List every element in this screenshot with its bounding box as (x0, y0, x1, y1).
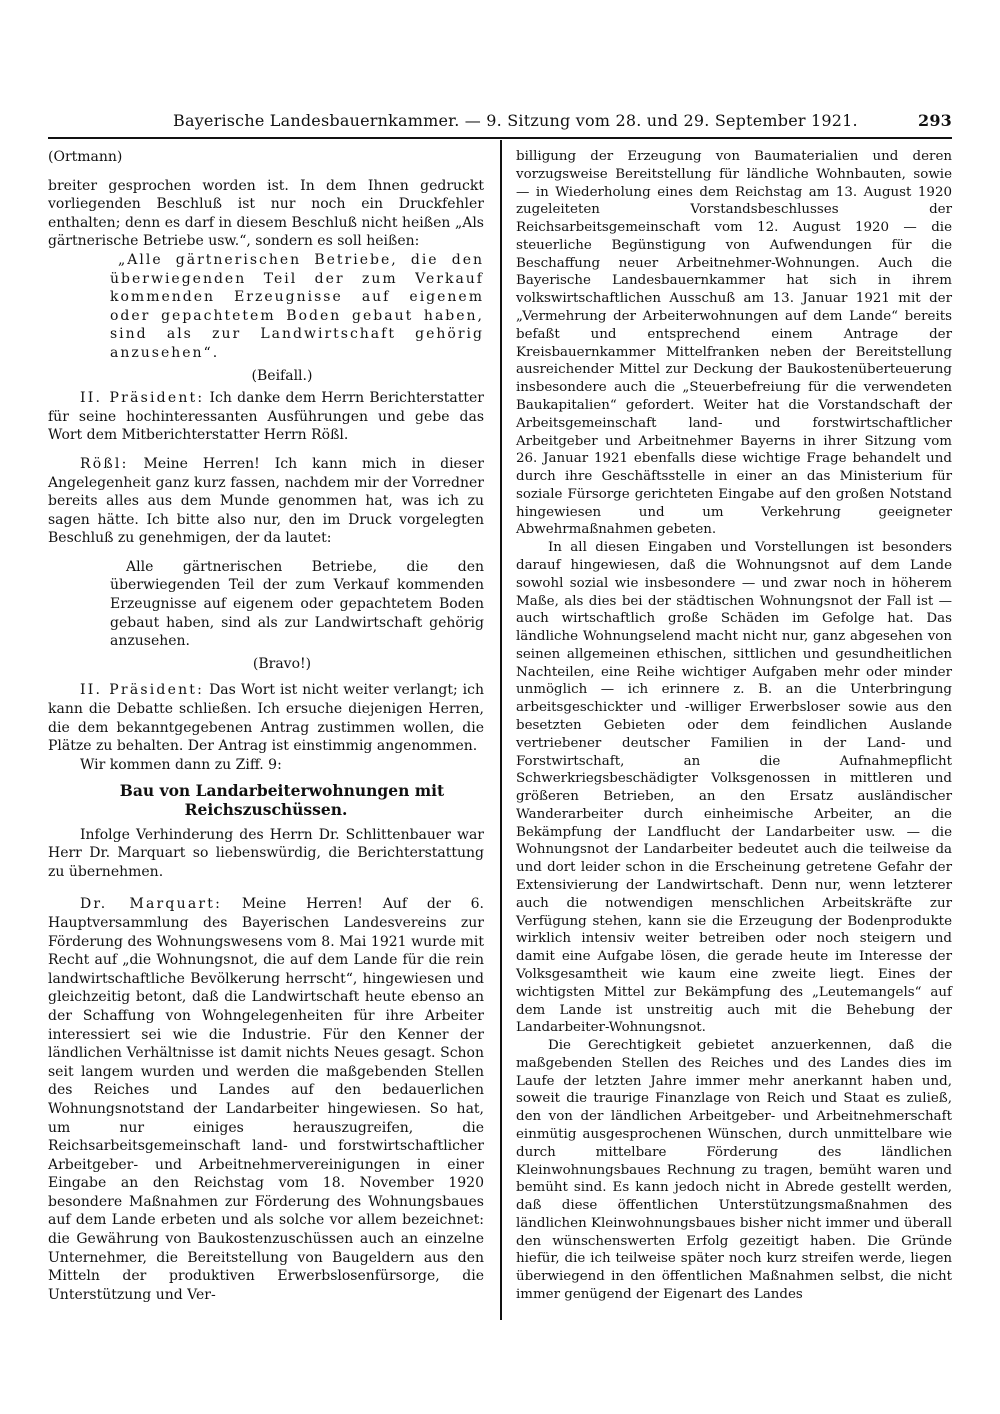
spacer (48, 167, 484, 177)
paragraph (48, 681, 484, 755)
paragraph (48, 895, 484, 1304)
paragraph: In all diesen Eingaben und Vorstellungen ist besonders darauf hingewiesen, daß die Wohnungsnot auf dem Lande sowohl sozial wie insbesondere — und zwar noch in höherem Maße, als dies bei der städtischen Wohnungsnot der Fall ist — auch wirtschaftlich große Schäden im Gefolge hat. Das ländliche Wohnungselend macht nicht nur, ganz abgesehen von seinen allgemeinen ethischen, sittlichen und gesundheitlichen Nachteilen, eine Reihe wichtiger Aufgaben mehr oder minder unmöglich — ich erinnere z. B. an die Unterbringung arbeitsgeschickter und -williger Erwerbsloser sowie aus den besetzten Gebieten oder dem feindlichen Auslande vertriebener deutscher Familien in der Land- und Forstwirtschaft, an die Aufnahmepflicht Schwerkriegsbeschädigter Volksgenossen in mittleren und größeren Betrieben, an den Ersatz ausländischer Wanderarbeiter durch einheimische Arbeiter, an die Bekämpfung der Landflucht der Landarbeiter usw. — die Wohnungsnot der Landarbeiter bedeutet auch die teilweise da und dort leider schon in die Erscheinung getretene Gefahr der Extensivierung der Landwirtschaft. Denn nur, wenn letzterer auch die notwendigen menschlichen Arbeitskräfte zur Verfügung stehen, kann sie die Erzeugung der Bodenprodukte wirklich intensiv weiter betreiben oder noch steigern und damit eine Aufgabe lösen, die gerade heute im Interesse der Volksgesamtheit wie kaum eine zweite liegt. Eines der wichtigsten Mittel zur Bekämpfung des „Leutemangels“ auf dem Lande ist unstreitig auch mit die Behebung der Landarbeiter-Wohnungsnot. (516, 540, 952, 1036)
speaker-name: Rößl: (80, 455, 129, 472)
paragraph-text: Meine Herren! Ich kann mich in dieser Angelegenheit ganz kurz fassen, nachdem mir der Vorredner bereits alles aus dem Munde genommen hat, was ich zu sagen hätte. Ich bitte also nur, den im Druck vorgelegten Beschluß zu genehmigen, der da lautet: (48, 455, 485, 547)
paragraph: Infolge Verhinderung des Herrn Dr. Schlittenbauer war Herr Dr. Marquart so liebenswürdig, die Berichterstattung zu übernehmen. (48, 826, 484, 880)
quoted-resolution: „Alle gärtnerischen Betriebe, die den überwiegenden Teil der zum Verkauf kommenden Erzeugnisse auf eigenem oder gepachtetem Boden gebaut haben, sind als zur Landwirtschaft gehörig anzusehen“. (110, 251, 484, 361)
header-rule (48, 137, 952, 139)
reaction: (Beifall.) (251, 367, 313, 384)
running-title: Bayerische Landesbauernkammer. — 9. Sitzung vom 28. und 29. September 1921. (173, 111, 858, 130)
left-column (48, 148, 484, 1304)
quoted-resolution: Alle gärtnerischen Betriebe, die den überwiegenden Teil der zum Verkauf kommenden Erzeugnisse auf eigenem oder gepachtetem Boden gebaut haben, sind als zur Landwirtschaft gehörig anzusehen. (110, 558, 484, 650)
speaker-name: Dr. Marquart: (80, 896, 222, 913)
paragraph: billigung der Erzeugung von Baumaterialien und deren vorzugsweise Bereitstellung für ländliche Wohnbauten, sowie — in Wiederholung eines dem Reichstag am 13. August 1920 zugeleiteten Vorstandsbeschlusses der Reichsarbeitsgemeinschaft vom 12. August 1920 — die steuerliche Begünstigung von Aufwendungen für die Beschaffung neuer Arbeitnehmer-Wohnungen. Auch die Bayerische Landesbauernkammer hat sich in ihrem volkswirtschaftlichen Ausschuß am 13. Januar 1921 mit der „Vermehrung der Arbeiterwohnungen auf dem Lande“ bereits befaßt und entsprechend einem Antrage der Kreisbauernkammer Mittelfranken neben der Bereitstellung ausreichender Mittel zur Deckung der Baukostenüberteuerung insbesondere auch die „Steuerbefreiung für die verwendeten Baukapitalien“ gefordert. Weiter hat die Vorstandschaft der Arbeitsgemeinschaft land- und forstwirtschaftlicher Arbeitgeber und Arbeitnehmer Bayerns in ihrer Sitzung vom 26. Januar 1921 ebenfalls diese wichtige Frage behandelt und durch ihre Geschäftsstelle in einer an das Ministerium für soziale Fürsorge gerichteten Eingabe auf den großen Notstand hingewiesen und um Verkehrung geeigneter Abwehrmaßnahmen gebeten. (516, 149, 952, 538)
paragraph-text: Ich danke dem Herrn Berichterstatter für seine hochinteressanten Ausführungen und gebe das Wort dem Mitberichterstatter Herrn Rößl. (48, 390, 484, 444)
speaker-tag: (Ortmann) (48, 149, 123, 165)
paragraph-text: Meine Herren! Auf der 6. Hauptversammlung des Bayerischen Landesvereins zur Förderung des Wohnungswesens vom 8. Mai 1921 wurde mit Recht auf „die Wohnungsnot, die auf dem Lande für die rein landwirtschaftliche Bevölkerung herrscht“, hingewiesen und gleichzeitig betont, daß die Landwirtschaft heute ebenso an der Schaffung von Wohngelegenheiten für ihre Arbeiter interessiert sei wie die Industrie. Für den Kenner der ländlichen Verhältnisse ist damit nichts Neues gesagt. Schon seit langem wurden und werden die maßgebenden Stellen des Reiches und Landes auf den bedauerlichen Wohnungsnotstand der Landarbeiter hingewiesen. So hat, um nur einiges herauszugreifen, die Reichsarbeitsgemeinschaft land- und forstwirtschaftlicher Arbeitgeber- und Arbeitnehmervereinigungen in einer Eingabe an den Reichstag vom 18. November 1920 besondere Maßnahmen zur Förderung des Wohnungsbaues auf dem Lande erbeten und als solche vor allem bezeichnet: die Gewährung von Baukostenzuschüssen auch an einzelne Unternehmer, die Bereitstellung von Baugeldern aus den Mitteln der produktiven Erwerbslosenfürsorge, die Unterstützung und Ver- (48, 896, 484, 1303)
reaction: (Bravo!) (252, 655, 312, 672)
spacer (48, 445, 484, 455)
speaker-name: II. Präsident: (80, 390, 205, 407)
speaker-name: II. Präsident: (80, 682, 205, 699)
paragraph: breiter gesprochen worden ist. In dem Ihnen gedruckt vorliegenden Beschluß ist nur noch ein Druckfehler enthalten; denn es darf in diesem Beschluß nicht heißen „Als gärtnerische Betriebe usw.“, sondern es soll heißen: (48, 177, 484, 250)
column-divider (500, 140, 502, 1320)
paragraph: Wir kommen dann zu Ziff. 9: (80, 756, 282, 773)
paragraph-text: Das Wort ist nicht weiter verlangt; ich kann die Debatte schließen. Ich ersuche diejenigen Herren, die dem bekanntgegebenen Antrag zustimmen wollen, die Plätze zu behalten. Der Antrag ist einstimmig angenommen. (48, 682, 484, 755)
right-column (516, 148, 952, 1304)
page-number: 293 (918, 111, 952, 130)
paragraph (48, 389, 484, 445)
page-header (48, 111, 952, 135)
paragraph: Die Gerechtigkeit gebietet anzuerkennen, daß die maßgebenden Stellen des Reiches und des Landes dies im Laufe der letzten Jahre immer mehr anerkannt haben und, soweit die traurige Finanzlage von Reich und Staat es zuließ, den von der ländlichen Arbeitgeber- und Arbeitnehmerschaft einmütig ausgesprochenen Wünschen, durch unmittelbare wie durch mittelbare Förderung des ländlichen Kleinwohnungsbaues Rechnung zu tragen, bemüht waren und bemüht sind. Es kann jedoch nicht in Abrede gestellt werden, daß diese öffentlichen Unterstützungsmaßnahmen des ländlichen Kleinwohnungsbaues bisher nicht immer und überall den wünschenswerten Erfolg gezeitigt haben. Die Gründe hiefür, die ich teilweise später noch kurz streifen werde, liegen überwiegend in den öffentlichen Maßnahmen selbst, die nicht immer genügend der Eigenart des Landes (516, 1038, 952, 1302)
paragraph (48, 455, 484, 548)
spacer (48, 548, 484, 558)
section-heading: Bau von Landarbeiterwohnungen mit Reichszuschüssen. (119, 781, 445, 819)
spacer (48, 881, 484, 895)
